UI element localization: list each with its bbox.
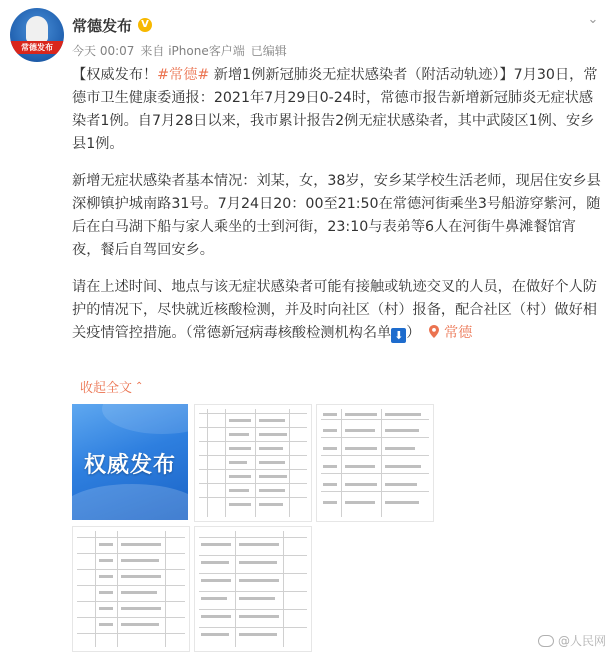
headline-prefix: 【权威发布！	[72, 67, 158, 83]
verified-icon: V	[138, 18, 152, 32]
collapse-label: 收起全文	[80, 381, 133, 396]
image-thumb-banner[interactable]	[72, 404, 188, 520]
collapse-button[interactable]	[80, 377, 143, 396]
name-row	[72, 14, 152, 36]
avatar-mic-graphic	[26, 16, 48, 42]
edited-label[interactable]: 已编辑	[250, 44, 287, 58]
post-meta	[72, 42, 287, 59]
image-thumb-table-3[interactable]	[72, 526, 190, 652]
location-label: 常德	[443, 325, 473, 341]
post-content	[72, 64, 604, 359]
banner-text: 权威发布	[83, 453, 176, 478]
avatar-caption: 常德发布	[10, 41, 64, 54]
post-paragraph-1	[72, 64, 604, 156]
hashtag-link[interactable]: #常德#	[157, 67, 210, 83]
image-thumb-table-2[interactable]	[316, 404, 434, 522]
chevron-up-icon: ⌃	[135, 381, 144, 392]
headline-body: 新增1例新冠肺炎无症状感染者（附活动轨迹）】7月30日，常德市卫生健康委通报：2021年7月29日0-24时，常德市报告新增新冠肺炎无症状感染者1例。自7月28日以来，我市累计报告2例无症状感染者，其中武陵区1例、安乡县1例。	[72, 67, 598, 152]
image-thumb-table-4[interactable]	[194, 526, 312, 652]
post-paragraph-3-text: 请在上述时间、地点与该无症状感染者可能有接触或轨迹交叉的人员，在做好个人防护的情况下，尽快就近核酸检测，并及时向社区（村）报备，配合社区（村）做好相关疫情管控措施。（常德新冠病毒核酸检测机构名单	[72, 279, 597, 341]
image-thumb-table-1[interactable]	[194, 404, 312, 522]
post-paragraph-3: 请在上述时间、地点与该无症状感染者可能有接触或轨迹交叉的人员，在做好个人防护的情况下，尽快就近核酸检测，并及时向社区（村）报备，配合社区（村）做好相关疫情管控措施。（常德新冠病毒核酸检测机构名单 ⬇ ） 常德	[72, 279, 597, 342]
post-paragraph-2: 新增无症状感染者基本情况：刘某，女，38岁，安乡某学校生活老师，现居住安乡县深柳镇护城南路31号。7月24日20：00至21:50在常德河街乘坐3号船游穿紫河，随后在白马湖下船与家人乘坐的士到河街，23:10与表弟等6人在河街牛鼻滩餐馆宵夜，餐后自驾回安乡。	[72, 173, 601, 258]
post-header	[0, 0, 616, 66]
chevron-down-icon[interactable]: ⌄	[587, 12, 599, 27]
post-source: 来自 iPhone客户端	[140, 44, 245, 58]
source-watermark	[538, 632, 606, 649]
weibo-icon	[538, 635, 554, 647]
location-pin-icon	[429, 325, 439, 338]
avatar[interactable]	[10, 8, 64, 62]
location-link[interactable]	[429, 325, 472, 341]
download-icon[interactable]: ⬇	[391, 328, 406, 343]
post-time[interactable]: 今天 00:07	[72, 44, 135, 58]
account-name[interactable]: 常德发布	[72, 16, 133, 35]
watermark-text: @人民网	[557, 634, 606, 648]
